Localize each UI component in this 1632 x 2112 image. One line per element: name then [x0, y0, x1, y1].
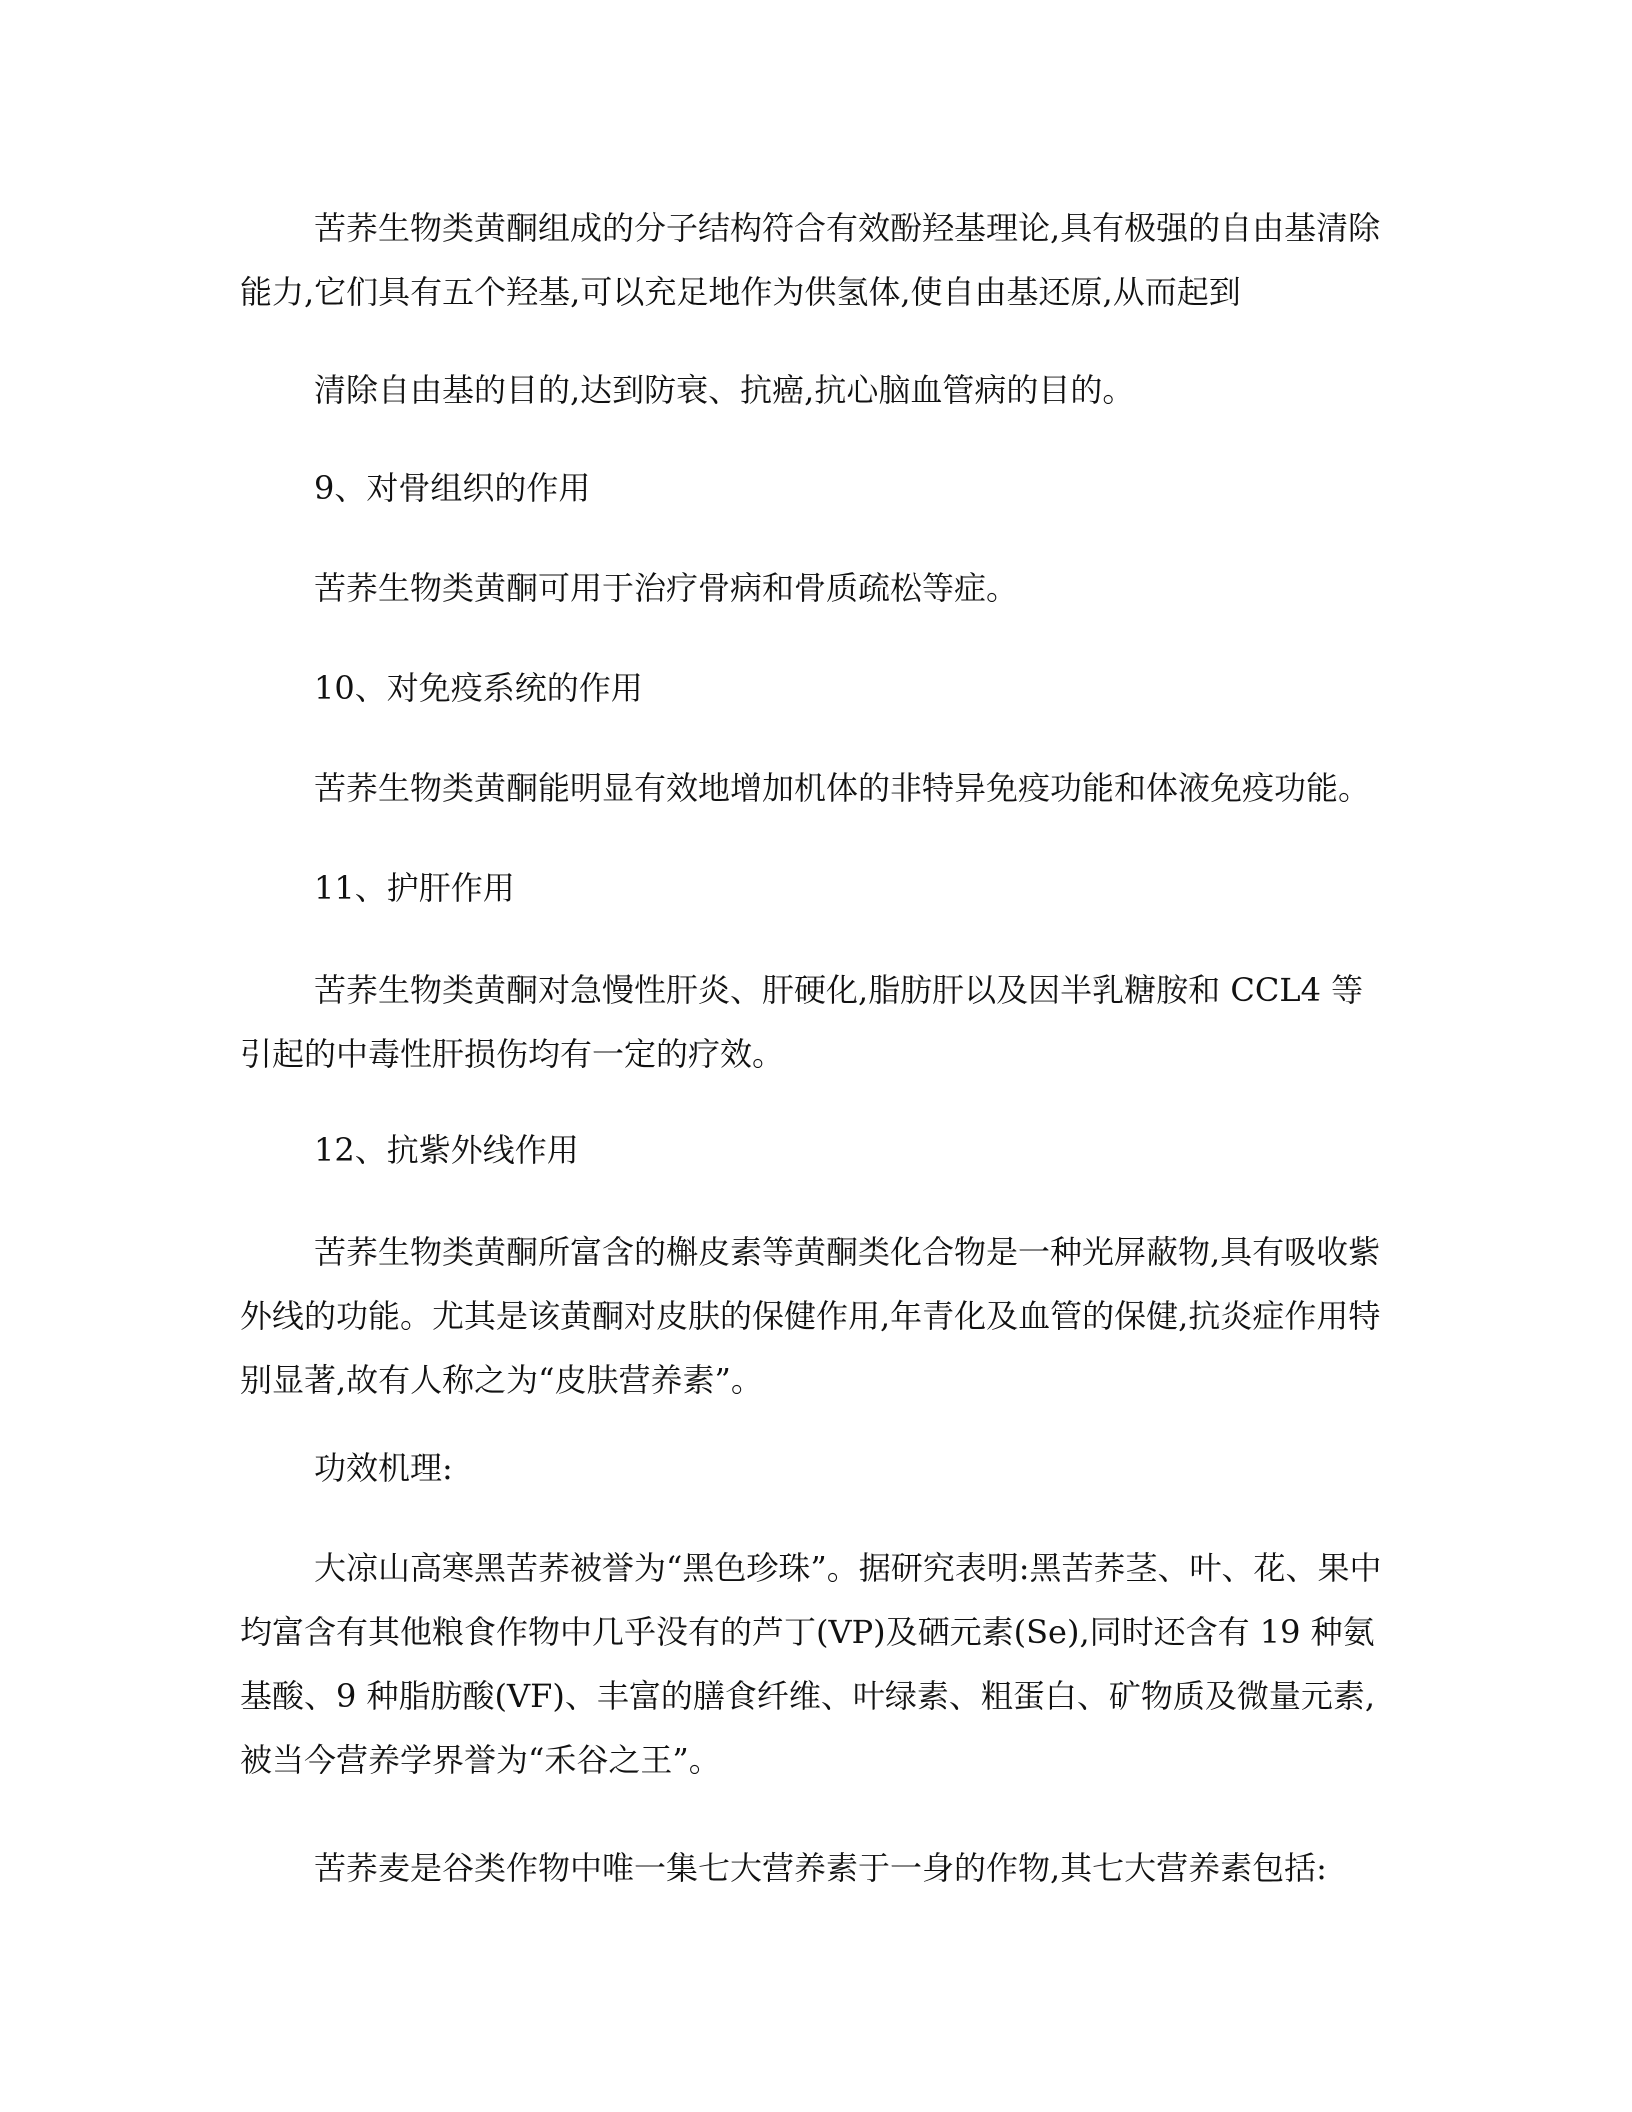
paragraph-bone-tissue: 苦荞生物类黄酮可用于治疗骨病和骨质疏松等症。 — [314, 569, 1019, 607]
heading-bone-tissue: 9、对骨组织的作用 — [314, 469, 591, 507]
paragraph-immune-system: 苦荞生物类黄酮能明显有效地增加机体的非特异免疫功能和体液免疫功能。 — [314, 769, 1371, 807]
paragraph-liver-protection: 苦荞生物类黄酮对急慢性肝炎、肝硬化,脂肪肝以及因半乳糖胺和 CCL4 等引起的中毒性肝损伤均有一定的疗效。 — [240, 971, 1364, 1073]
paragraph-anti-uv: 苦荞生物类黄酮所富含的槲皮素等黄酮类化合物是一种光屏蔽物,具有吸收紫外线的功能。尤其是该黄酮对皮肤的保健作用,年青化及血管的保健,抗炎症作用特别显著,故有人称之为“皮肤营养素”。 — [240, 1233, 1381, 1399]
paragraph-flavonoid-structure: 苦荞生物类黄酮组成的分子结构符合有效酚羟基理论,具有极强的自由基清除能力,它们具有五个羟基,可以充足地作为供氢体,使自由基还原,从而起到 — [240, 209, 1381, 311]
heading-mechanism: 功效机理: — [314, 1449, 453, 1487]
paragraph-seven-nutrients: 苦荞麦是谷类作物中唯一集七大营养素于一身的作物,其七大营养素包括: — [314, 1849, 1327, 1887]
heading-liver-protection: 11、护肝作用 — [314, 869, 515, 907]
heading-anti-uv: 12、抗紫外线作用 — [314, 1131, 579, 1169]
paragraph-black-tartary-buckwheat: 大凉山高寒黑苦荞被誉为“黑色珍珠”。据研究表明:黑苦荞茎、叶、花、果中均富含有其他粮食作物中几乎没有的芦丁(VP)及硒元素(Se),同时还含有 19 种氨基酸、9 种脂肪酸(VF)、丰富的膳食纤维、叶绿素、粗蛋白、矿物质及微量元素,被当今营养学界誉为“禾谷之王”。 — [240, 1549, 1382, 1779]
paragraph-free-radical: 清除自由基的目的,达到防衰、抗癌,抗心脑血管病的目的。 — [314, 371, 1135, 409]
heading-immune-system: 10、对免疫系统的作用 — [314, 669, 643, 707]
